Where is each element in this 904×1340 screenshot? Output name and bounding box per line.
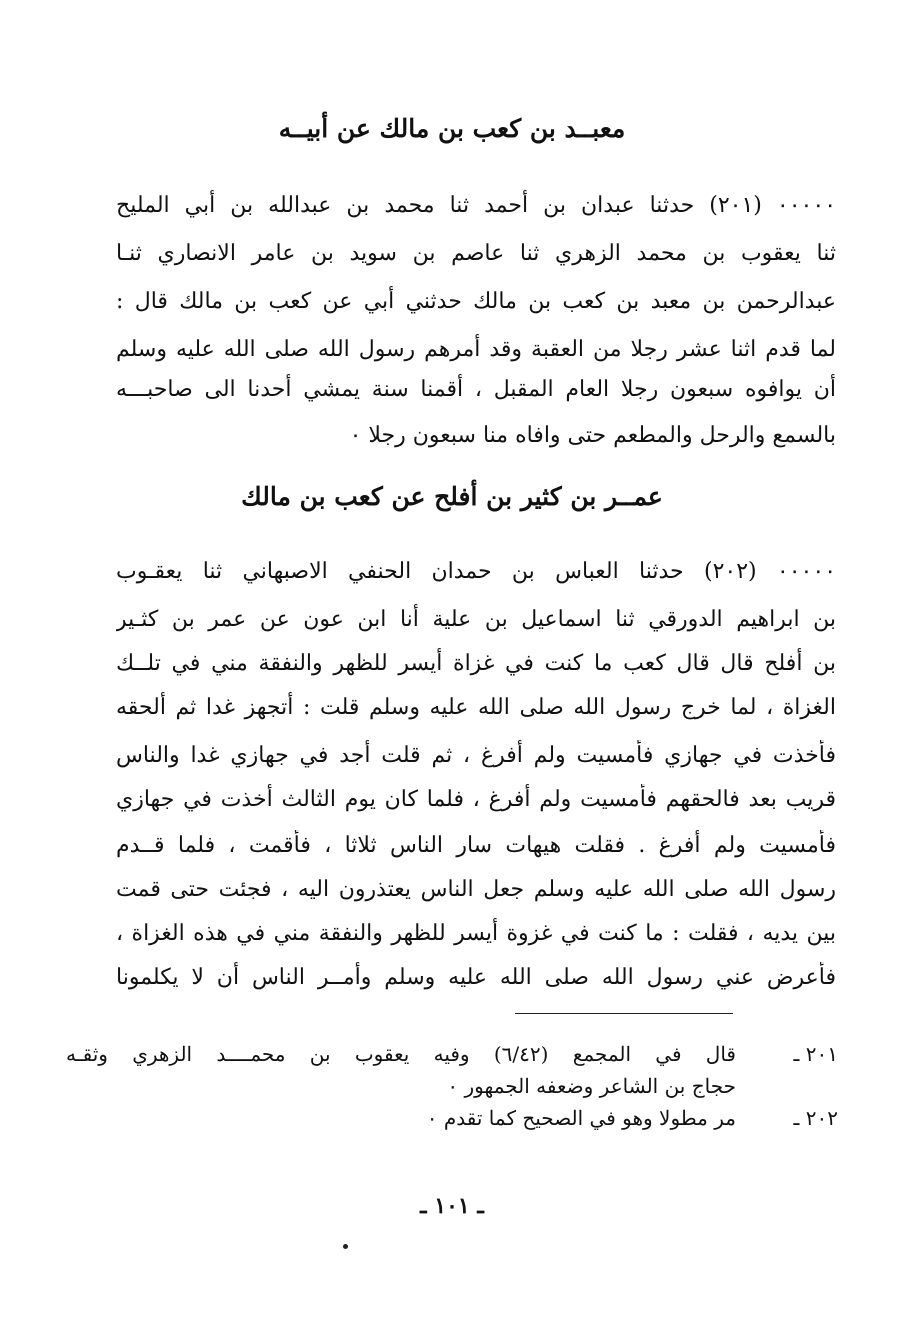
paragraph-2-line: فأمسيت ولم أفرغ . فقلت هيهات سار الناس ثلاثا ، فأقمت ، فلما قــدم <box>116 833 836 858</box>
paragraph-2-line: رسول الله صلى الله عليه وسلم جعل الناس يعتذرون اليه ، فجئت حتى قمت <box>116 877 836 902</box>
paragraph-2-line: بن ابراهيم الدورقي ثنا اسماعيل بن علية أنا ابن عون عن عمر بن كثـير <box>116 607 836 632</box>
paragraph-2-line: ٠٠٠٠٠ (٢٠٢) حدثنا العباس بن حمدان الحنفي الاصبهاني ثنا يعقـوب <box>116 559 836 584</box>
footnote-number: ٢٠٢ ـ <box>793 1106 838 1130</box>
paragraph-2-line: بن أفلح قال قال كعب ما كنت في غزاة أيسر للظهر والنفقة مني في تلــك <box>116 651 836 676</box>
paragraph-1-line: لما قدم اثنا عشر رجلا من العقبة وقد أمرهم رسول الله صلى الله عليه وسلم <box>116 337 836 362</box>
footnote-separator <box>515 1013 733 1014</box>
paragraph-2-line: فأخذت في جهازي فأمسيت ولم أفرغ ، ثم قلت أجد في جهازي غدا والناس <box>116 743 836 768</box>
paragraph-1-line: ثنا يعقوب بن محمد الزهري ثنا عاصم بن سويد بن عامر الانصاري ثنـا <box>116 241 836 266</box>
paragraph-1-line: عبدالرحمن بن معبد بن كعب بن مالك حدثني أبي عن كعب بن مالك قال : <box>116 289 836 314</box>
page-number: ـ ١٠١ ـ <box>420 1193 484 1219</box>
footnote-number: ٢٠١ ـ <box>793 1042 838 1066</box>
print-speck <box>343 1244 348 1249</box>
section-heading-1: معبــد بن كعب بن مالك عن أبيــه <box>278 114 626 143</box>
paragraph-2-line: بين يديه ، فقلت : ما كنت في غزوة أيسر للظهر والنفقة مني في هذه الغزاة ، <box>116 921 836 946</box>
paragraph-1-line: ٠٠٠٠٠ (٢٠١) حدثنا عبدان بن أحمد ثنا محمد بن عبدالله بن أبي المليح <box>116 193 836 218</box>
footnote-text: حجاج بن الشاعر وضعفه الجمهور ٠ <box>447 1074 736 1098</box>
footnote-text: قال في المجمع (٦/٤٢) وفيه يعقوب بن محمــــد الزهري وثقـه <box>66 1042 736 1066</box>
paragraph-2-line: قريب بعد فالحقهم فأمسيت ولم أفرغ ، فلما كان يوم الثالث أخذت في جهازي <box>116 787 836 812</box>
paragraph-2-line: الغزاة ، لما خرج رسول الله صلى الله عليه وسلم قلت : أتجهز غدا ثم ألحقه <box>116 695 836 720</box>
paragraph-1-line: أن يوافوه سبعون رجلا العام المقبل ، أقمنا سنة يمشي أحدنا الى صاحبـــه <box>116 377 836 402</box>
paragraph-1-line: بالسمع والرحل والمطعم حتى وافاه منا سبعون رجلا ٠ <box>349 423 836 448</box>
section-heading-2: عمــر بن كثير بن أفلح عن كعب بن مالك <box>241 482 663 511</box>
paragraph-2-line: فأعرض عني رسول الله صلى الله عليه وسلم وأمــر الناس أن لا يكلمونا <box>116 965 836 990</box>
footnote-text: مر مطولا وهو في الصحيح كما تقدم ٠ <box>426 1106 736 1130</box>
